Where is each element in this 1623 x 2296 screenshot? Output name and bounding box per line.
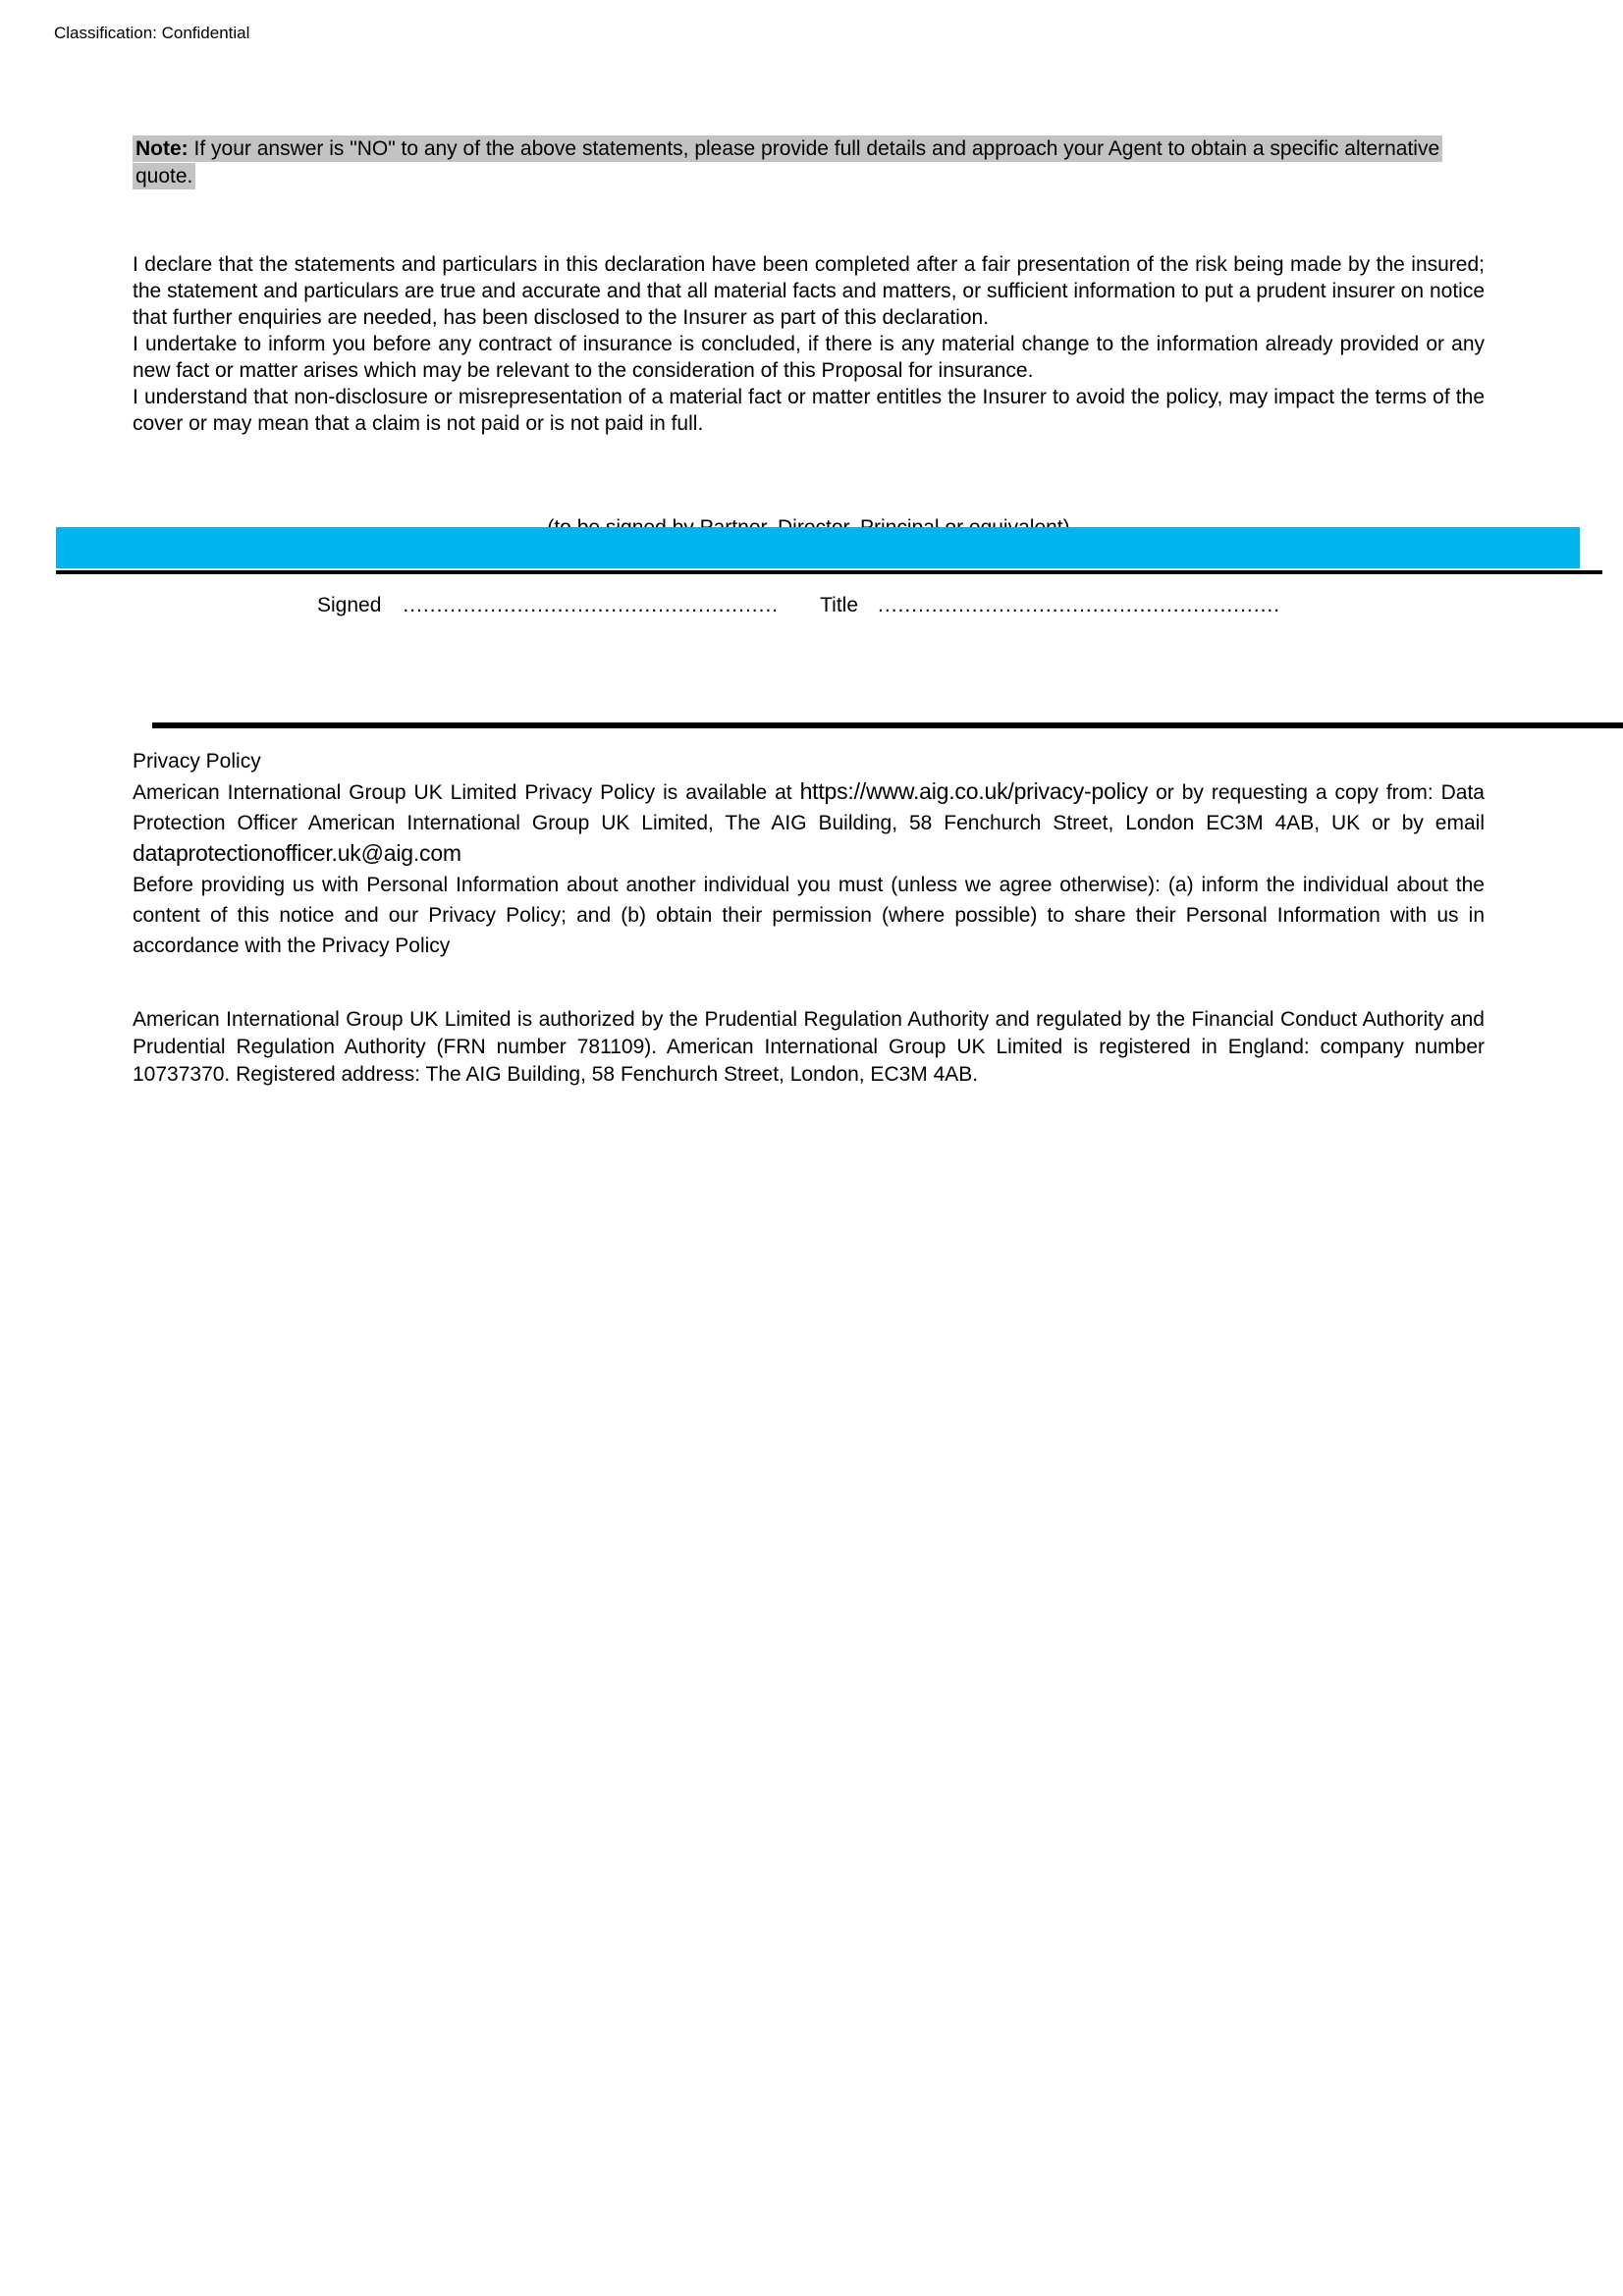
title-dotted-line: ............................................................ — [878, 594, 1281, 616]
classification-label: Classification: Confidential — [54, 24, 250, 42]
privacy-heading: Privacy Policy — [133, 750, 261, 773]
privacy-email: dataprotectionofficer.uk@aig.com — [133, 840, 461, 866]
note-highlight — [133, 135, 1442, 189]
signed-label: Signed — [317, 594, 382, 616]
note-text: If your answer is "NO" to any of the above statements, please provide full details and approach your Agent to obtain a specific alternative quote. — [135, 137, 1440, 187]
signed-dotted-line: ........................................................ — [403, 594, 780, 616]
declaration-section — [133, 251, 1485, 437]
privacy-availability-middle: or by requesting a copy from: Data Protection Officer American International Group UK Limited, The AIG Building, 58 Fenchurch Street, London EC3M 4AB, UK or by email — [133, 781, 1485, 834]
declaration-paragraph-1: I declare that the statements and particulars in this declaration have been completed after a fair presentation of the risk being made by the insured; the statement and particulars are true and accurate and that all material facts and matters, or sufficient information to put a prudent insurer on notice that further enquiries are needed, has been disclosed to the Insurer as part of this declaration. — [133, 253, 1485, 329]
section-divider-underline — [56, 570, 1602, 574]
section-divider-bar — [56, 527, 1580, 568]
title-label: Title — [820, 594, 859, 616]
privacy-policy-url: https://www.aig.co.uk/privacy-policy — [799, 778, 1149, 804]
privacy-consent-paragraph: Before providing us with Personal Information about another individual you must (unless we agree otherwise): (a) inform the individual about the content of this notice and our Privacy Policy; and (b) obtain their permission (where possible) to share their Personal Information with us in accordance with the Privacy Policy — [133, 874, 1485, 957]
note-block — [133, 135, 1485, 190]
signature-section-rule — [152, 722, 1623, 728]
declaration-paragraph-2: I undertake to inform you before any contract of insurance is concluded, if there is any material change to the information already provided or any new fact or matter arises which may be relevant to the consideration of this Proposal for insurance. — [133, 333, 1485, 382]
declaration-paragraph-3: I understand that non-disclosure or misrepresentation of a material fact or matter entitles the Insurer to avoid the policy, may impact the terms of the cover or may mean that a claim is not paid or is not paid in full. — [133, 386, 1485, 435]
regulatory-paragraph: American International Group UK Limited is authorized by the Prudential Regulation Authority and regulated by the Financial Conduct Authority and Prudential Regulation Authority (FRN number 781109). American International Group UK Limited is registered in England: company number 10737370. Registered address: The AIG Building, 58 Fenchurch Street, London, EC3M 4AB. — [133, 1008, 1485, 1086]
note-label: Note: — [135, 137, 189, 160]
privacy-availability-paragraph — [133, 776, 1485, 870]
privacy-availability-prefix: American International Group UK Limited Privacy Policy is available at — [133, 781, 800, 804]
privacy-section — [133, 746, 1485, 961]
signature-row — [133, 592, 1485, 618]
